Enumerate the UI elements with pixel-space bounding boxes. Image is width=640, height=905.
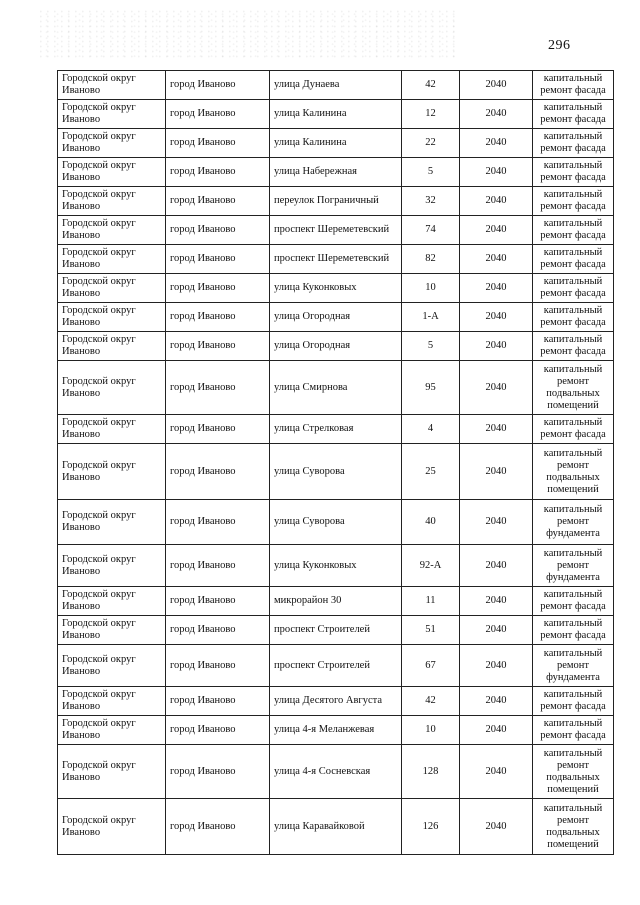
year-cell: 2040: [460, 158, 533, 187]
year-cell: 2040: [460, 100, 533, 129]
table-row: [58, 71, 614, 100]
table-row: [58, 245, 614, 274]
year-cell: 2040: [460, 187, 533, 216]
district-cell: Городской округ Иваново: [58, 444, 166, 500]
table-row: [58, 645, 614, 687]
house-number-cell: 126: [402, 799, 460, 855]
house-number-cell: 11: [402, 587, 460, 616]
city-cell: город Иваново: [166, 216, 270, 245]
district-cell: Городской округ Иваново: [58, 587, 166, 616]
page-number: 296: [548, 38, 571, 53]
street-cell: проспект Строителей: [270, 616, 402, 645]
district-cell: Городской округ Иваново: [58, 645, 166, 687]
district-cell: Городской округ Иваново: [58, 500, 166, 545]
year-cell: 2040: [460, 216, 533, 245]
table-row: [58, 158, 614, 187]
work-type-cell: капитальный ремонт подвальных помещений: [533, 444, 614, 500]
street-cell: улица Набережная: [270, 158, 402, 187]
house-number-cell: 40: [402, 500, 460, 545]
city-cell: город Иваново: [166, 158, 270, 187]
street-cell: улица Стрелковая: [270, 415, 402, 444]
table-row: [58, 444, 614, 500]
work-type-cell: капитальный ремонт фасада: [533, 415, 614, 444]
work-type-cell: капитальный ремонт фасада: [533, 587, 614, 616]
work-type-cell: капитальный ремонт фасада: [533, 71, 614, 100]
street-cell: проспект Шереметевский: [270, 216, 402, 245]
work-type-cell: капитальный ремонт фундамента: [533, 645, 614, 687]
year-cell: 2040: [460, 587, 533, 616]
city-cell: город Иваново: [166, 303, 270, 332]
work-type-cell: капитальный ремонт подвальных помещений: [533, 361, 614, 415]
house-number-cell: 42: [402, 687, 460, 716]
street-cell: проспект Шереметевский: [270, 245, 402, 274]
city-cell: город Иваново: [166, 587, 270, 616]
city-cell: город Иваново: [166, 274, 270, 303]
year-cell: 2040: [460, 415, 533, 444]
registry-rows: [58, 71, 614, 855]
street-cell: улица Дунаева: [270, 71, 402, 100]
table-row: [58, 187, 614, 216]
house-number-cell: 82: [402, 245, 460, 274]
city-cell: город Иваново: [166, 361, 270, 415]
year-cell: 2040: [460, 245, 533, 274]
house-number-cell: 42: [402, 71, 460, 100]
district-cell: Городской округ Иваново: [58, 303, 166, 332]
year-cell: 2040: [460, 274, 533, 303]
house-number-cell: 25: [402, 444, 460, 500]
year-cell: 2040: [460, 332, 533, 361]
work-type-cell: капитальный ремонт фасада: [533, 616, 614, 645]
year-cell: 2040: [460, 444, 533, 500]
district-cell: Городской округ Иваново: [58, 745, 166, 799]
table-row: [58, 100, 614, 129]
work-type-cell: капитальный ремонт фундамента: [533, 545, 614, 587]
table-row: [58, 687, 614, 716]
street-cell: микрорайон 30: [270, 587, 402, 616]
work-type-cell: капитальный ремонт фасада: [533, 332, 614, 361]
house-number-cell: 95: [402, 361, 460, 415]
district-cell: Городской округ Иваново: [58, 100, 166, 129]
house-number-cell: 22: [402, 129, 460, 158]
city-cell: город Иваново: [166, 545, 270, 587]
scan-artifact: [40, 10, 460, 60]
district-cell: Городской округ Иваново: [58, 158, 166, 187]
district-cell: Городской округ Иваново: [58, 545, 166, 587]
work-type-cell: капитальный ремонт фасада: [533, 129, 614, 158]
work-type-cell: капитальный ремонт фасада: [533, 158, 614, 187]
table-row: [58, 587, 614, 616]
table-row: [58, 361, 614, 415]
table-row: [58, 545, 614, 587]
street-cell: переулок Пограничный: [270, 187, 402, 216]
house-number-cell: 92-А: [402, 545, 460, 587]
house-number-cell: 12: [402, 100, 460, 129]
city-cell: город Иваново: [166, 799, 270, 855]
house-number-cell: 67: [402, 645, 460, 687]
house-number-cell: 128: [402, 745, 460, 799]
year-cell: 2040: [460, 616, 533, 645]
year-cell: 2040: [460, 545, 533, 587]
street-cell: улица 4-я Сосневская: [270, 745, 402, 799]
city-cell: город Иваново: [166, 100, 270, 129]
district-cell: Городской округ Иваново: [58, 129, 166, 158]
work-type-cell: капитальный ремонт фасада: [533, 216, 614, 245]
house-number-cell: 5: [402, 332, 460, 361]
table-row: [58, 716, 614, 745]
district-cell: Городской округ Иваново: [58, 274, 166, 303]
year-cell: 2040: [460, 71, 533, 100]
district-cell: Городской округ Иваново: [58, 187, 166, 216]
table-row: [58, 332, 614, 361]
work-type-cell: капитальный ремонт фасада: [533, 687, 614, 716]
street-cell: улица Калинина: [270, 100, 402, 129]
year-cell: 2040: [460, 129, 533, 158]
table-row: [58, 415, 614, 444]
house-number-cell: 4: [402, 415, 460, 444]
street-cell: улица Куконковых: [270, 545, 402, 587]
year-cell: 2040: [460, 687, 533, 716]
year-cell: 2040: [460, 500, 533, 545]
house-number-cell: 51: [402, 616, 460, 645]
city-cell: город Иваново: [166, 444, 270, 500]
house-number-cell: 74: [402, 216, 460, 245]
work-type-cell: капитальный ремонт фундамента: [533, 500, 614, 545]
district-cell: Городской округ Иваново: [58, 616, 166, 645]
city-cell: город Иваново: [166, 187, 270, 216]
city-cell: город Иваново: [166, 716, 270, 745]
table-row: [58, 745, 614, 799]
registry-table: [57, 70, 614, 855]
city-cell: город Иваново: [166, 616, 270, 645]
year-cell: 2040: [460, 303, 533, 332]
work-type-cell: капитальный ремонт подвальных помещений: [533, 745, 614, 799]
table-row: [58, 129, 614, 158]
district-cell: Городской округ Иваново: [58, 415, 166, 444]
district-cell: Городской округ Иваново: [58, 71, 166, 100]
work-type-cell: капитальный ремонт фасада: [533, 187, 614, 216]
work-type-cell: капитальный ремонт фасада: [533, 303, 614, 332]
street-cell: улица 4-я Меланжевая: [270, 716, 402, 745]
year-cell: 2040: [460, 799, 533, 855]
table-row: [58, 274, 614, 303]
city-cell: город Иваново: [166, 332, 270, 361]
street-cell: улица Десятого Августа: [270, 687, 402, 716]
street-cell: улица Куконковых: [270, 274, 402, 303]
work-type-cell: капитальный ремонт фасада: [533, 274, 614, 303]
city-cell: город Иваново: [166, 645, 270, 687]
district-cell: Городской округ Иваново: [58, 332, 166, 361]
street-cell: проспект Строителей: [270, 645, 402, 687]
house-number-cell: 32: [402, 187, 460, 216]
district-cell: Городской округ Иваново: [58, 361, 166, 415]
street-cell: улица Калинина: [270, 129, 402, 158]
district-cell: Городской округ Иваново: [58, 716, 166, 745]
year-cell: 2040: [460, 745, 533, 799]
house-number-cell: 10: [402, 274, 460, 303]
table-row: [58, 616, 614, 645]
street-cell: улица Смирнова: [270, 361, 402, 415]
city-cell: город Иваново: [166, 500, 270, 545]
year-cell: 2040: [460, 716, 533, 745]
house-number-cell: 5: [402, 158, 460, 187]
city-cell: город Иваново: [166, 245, 270, 274]
table-row: [58, 500, 614, 545]
work-type-cell: капитальный ремонт подвальных помещений: [533, 799, 614, 855]
city-cell: город Иваново: [166, 745, 270, 799]
street-cell: улица Огородная: [270, 332, 402, 361]
work-type-cell: капитальный ремонт фасада: [533, 716, 614, 745]
city-cell: город Иваново: [166, 415, 270, 444]
street-cell: улица Каравайковой: [270, 799, 402, 855]
table-row: [58, 303, 614, 332]
district-cell: Городской округ Иваново: [58, 216, 166, 245]
table-row: [58, 216, 614, 245]
street-cell: улица Огородная: [270, 303, 402, 332]
house-number-cell: 1-А: [402, 303, 460, 332]
house-number-cell: 10: [402, 716, 460, 745]
year-cell: 2040: [460, 361, 533, 415]
year-cell: 2040: [460, 645, 533, 687]
district-cell: Городской округ Иваново: [58, 799, 166, 855]
work-type-cell: капитальный ремонт фасада: [533, 245, 614, 274]
street-cell: улица Суворова: [270, 444, 402, 500]
district-cell: Городской округ Иваново: [58, 687, 166, 716]
district-cell: Городской округ Иваново: [58, 245, 166, 274]
city-cell: город Иваново: [166, 687, 270, 716]
city-cell: город Иваново: [166, 129, 270, 158]
work-type-cell: капитальный ремонт фасада: [533, 100, 614, 129]
city-cell: город Иваново: [166, 71, 270, 100]
table-row: [58, 799, 614, 855]
street-cell: улица Суворова: [270, 500, 402, 545]
